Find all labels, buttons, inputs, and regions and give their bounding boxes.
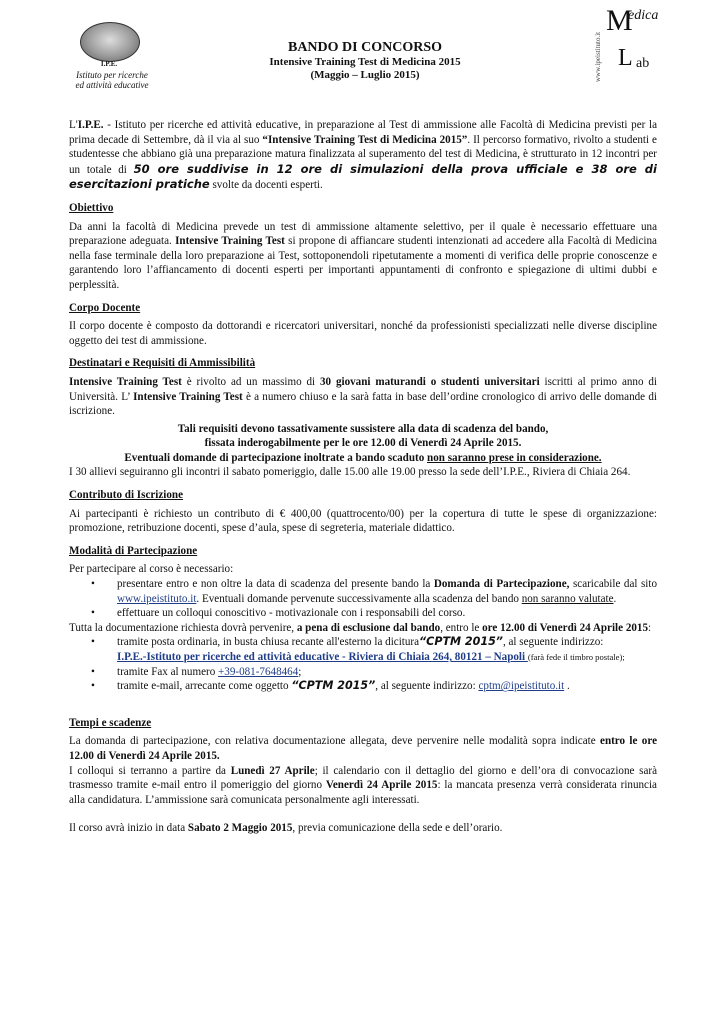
ipe-logo-caption [64, 70, 160, 90]
destinatari-paragraph [69, 375, 657, 419]
doc-bold: ore 12.00 di Venerdì 24 Aprile 2015 [482, 621, 649, 634]
destinatari-itt: Intensive Training Test [69, 375, 182, 388]
tempi-paragraph-1 [69, 734, 657, 763]
li-bold: Domanda di Partecipazione, [433, 578, 570, 591]
destinatari-bold: 30 giovani maturandi o studenti universitari [320, 375, 540, 388]
li-text: . Eventuali domande pervenute successivamente alla scadenza del bando [196, 592, 522, 605]
intro-paragraph [69, 118, 657, 193]
section-heading-destinatari: Destinatari e Requisiti di Ammissibilità [69, 357, 256, 370]
destinatari-text: è rivolto ad un massimo di [181, 375, 320, 388]
intro-hours: 50 ore suddivise in 12 ore di simulazioni della prova ufficiale e 38 ore di esercitazioni pratiche [69, 161, 657, 192]
fax-link[interactable]: +39-081-7648464 [218, 665, 299, 678]
li-text: presentare entro e non oltre la data di scadenza del presente bando la [117, 578, 434, 591]
li-text: , al seguente indirizzo: [375, 680, 479, 693]
li-text: . [613, 592, 617, 605]
intro-text: - Istituto per ricerche ed attività educative, in preparazione al Test di ammissione alle Facoltà di Medicina previsti per la prima decade di Settembre, dà il via al suo [69, 119, 657, 146]
page-title: BANDO DI CONCORSO [287, 40, 442, 55]
ipe-caption-line-1: Istituto per ricerche [76, 70, 148, 80]
ipe-logo-text: I.P.E. [100, 60, 118, 68]
medica-lab-site: www.ipeistituto.it [594, 31, 602, 82]
email-link[interactable]: cptm@ipeistituto.it [478, 680, 565, 693]
tempi-text: : la mancata presenza verrà considerata rinuncia alla candidatura. L’ammissione sarà comunicata personalmente agli interessati. [69, 779, 657, 806]
tempi-bold: entro le ore 12.00 di Venerdì 24 Aprile 2015. [69, 735, 657, 762]
documentazione-paragraph [69, 621, 657, 636]
medica-lab-logo [594, 6, 664, 86]
li-text: , al seguente indirizzo: [502, 636, 604, 649]
website-link[interactable]: www.ipeistituto.it [117, 592, 197, 605]
list-item [117, 577, 657, 606]
intro-course-name: “Intensive Training Test di Medicina 2015” [262, 133, 468, 146]
requisiti-line-2: fissata inderogabilmente per le ore 12.00 di Venerdì 24 Aprile 2015. [204, 437, 522, 450]
li-note: (farà fede il timbro postale); [527, 652, 625, 662]
ipe-caption-line-2: ed attività educative [75, 80, 149, 90]
medica-lab-l: L [618, 45, 633, 71]
corpo-paragraph: Il corpo docente è composto da dottorandi e ricercatori universitari, nonché da professionisti specializzati nelle diverse discipline oggetto dei test di ammissione. [69, 320, 657, 347]
li-code: “CPTM 2015” [291, 679, 376, 693]
doc-text: Tutta la documentazione richiesta dovrà pervenire, [69, 621, 297, 634]
modalita-list-1 [69, 577, 657, 621]
destinatari-text: iscritti al primo anno di Università. L’ [69, 375, 657, 403]
list-item [117, 679, 657, 694]
medica-lab-edica: edica [628, 8, 659, 23]
requisiti-underlined: non saranno prese in considerazione. [427, 451, 602, 464]
contributo-paragraph: Ai partecipanti è richiesto un contributo di € 400,00 (quattrocento/00) per la copertura di tutte le spese di organizzazione: promozione, retribuzione docenti, spese d’aula, spese di segreteria, materiale didattico. [69, 507, 657, 535]
section-heading-contributo: Contributo di Iscrizione [69, 489, 184, 502]
requisiti-text: Eventuali domande di partecipazione inoltrate a bando scaduto [124, 451, 428, 464]
ipe-logo [75, 22, 149, 92]
list-item [117, 635, 657, 664]
medica-lab-m: M [606, 4, 633, 37]
li-code: “CPTM 2015” [419, 635, 503, 649]
tempi-bold: Venerdì 24 Aprile 2015 [325, 779, 438, 792]
doc-text: , entro le [440, 621, 483, 634]
section-heading-obiettivo: Obiettivo [69, 201, 114, 214]
li-text: . [564, 680, 570, 693]
intro-text: svolte da docenti esperti. [209, 179, 323, 192]
li-text: tramite e-mail, arrecante come oggetto [117, 680, 292, 693]
document-body [69, 118, 657, 836]
destinatari-itt: Intensive Training Test [133, 390, 243, 403]
allievi-paragraph: I 30 allievi seguiranno gli incontri il sabato pomeriggio, dalle 15.00 alle 19.00 presso la sede dell’I.P.E., Riviera di Chiaia 264. [69, 466, 631, 479]
li-text: ; [298, 665, 302, 678]
tempi-text: I colloqui si terranno a partire da [69, 764, 231, 777]
obiettivo-paragraph [69, 220, 657, 293]
tempi-bold: Sabato 2 Maggio 2015 [187, 822, 293, 835]
modalita-intro: Per partecipare al corso è necessario: [69, 563, 234, 576]
tempi-text: , previa comunicazione della sede e dell’orario. [292, 822, 503, 835]
tempi-text: ; il calendario con il dettaglio del giorno e dell’ora di convocazione sarà trasmesso tramite e-mail entro il pomeriggio del giorno [69, 764, 657, 792]
page-subtitle-1: Intensive Training Test di Medicina 2015 [269, 56, 461, 68]
medica-lab-ab: ab [636, 56, 650, 71]
title-block [230, 40, 500, 82]
intro-text: . Il percorso formativo, rivolto a studenti e studentesse che abbiano già una preparazione matura finalizzata al superamento del test di Medicina, è strutturato in 12 incontri per un totale di [69, 133, 657, 176]
li-text: scaricabile dal sito [569, 578, 658, 591]
section-heading-modalita: Modalità di Partecipazione [69, 544, 198, 557]
li-underlined: non saranno valutate [521, 592, 614, 605]
intro-ipe: I.P.E. [77, 119, 104, 131]
requisiti-line-3 [69, 451, 657, 466]
requisiti-line-1: Tali requisiti devono tassativamente sussistere alla data di scadenza del bando, [177, 422, 549, 435]
obiettivo-itt: Intensive Training Test [175, 235, 285, 248]
modalita-list-2 [69, 635, 657, 693]
tempi-paragraph-3 [69, 821, 657, 836]
tempi-text: La domanda di partecipazione, con relativa documentazione allegata, deve pervenire nelle modalità sopra indicate [69, 735, 601, 748]
tempi-text: Il corso avrà inizio in data [69, 822, 188, 835]
destinatari-text: è a numero chiuso e la sarà fatta in base dell’ordine cronologico di arrivo delle domande di iscrizione. [69, 390, 657, 418]
li-text: tramite posta ordinaria, in busta chiusa recante all'esterno la dicitura [117, 636, 420, 649]
li-text: tramite Fax al numero [117, 665, 219, 678]
tempi-bold: Lunedì 27 Aprile [230, 764, 315, 777]
page-subtitle-2: (Maggio – Luglio 2015) [310, 69, 420, 81]
list-item [117, 665, 657, 680]
section-heading-corpo-docente: Corpo Docente [69, 301, 141, 314]
intro-text: L' [69, 119, 78, 131]
list-item: • effettuare un colloqui conoscitivo - motivazionale con i responsabili del corso. [117, 606, 657, 621]
address-link[interactable]: I.P.E.-Istituto per ricerche ed attività educative - Riviera di Chiaia 264, 80121 – Napoli [117, 651, 528, 663]
ipe-emblem-icon [80, 22, 140, 62]
obiettivo-text: Da anni la facoltà di Medicina prevede un test di ammissione altamente selettivo, per il quale è necessario effettuare una preparazione adeguata. [69, 220, 657, 248]
doc-text: : [648, 621, 652, 634]
obiettivo-text: si propone di affiancare studenti intenzionati ad accedere alla Facoltà di Medicina nella fase terminale della loro preparazione ai Test, sottoponendoli ripetutamente a momenti di verifica delle proprie conoscenze e garantendo loro l’affiancamento di docenti esperti per importanti appuntamenti di confronto e spiegazione di ultimi dubbi e perplessità. [69, 235, 657, 291]
section-heading-tempi: Tempi e scadenze [69, 716, 152, 729]
tempi-paragraph-2 [69, 764, 657, 808]
doc-bold: a pena di esclusione dal bando [296, 621, 441, 634]
